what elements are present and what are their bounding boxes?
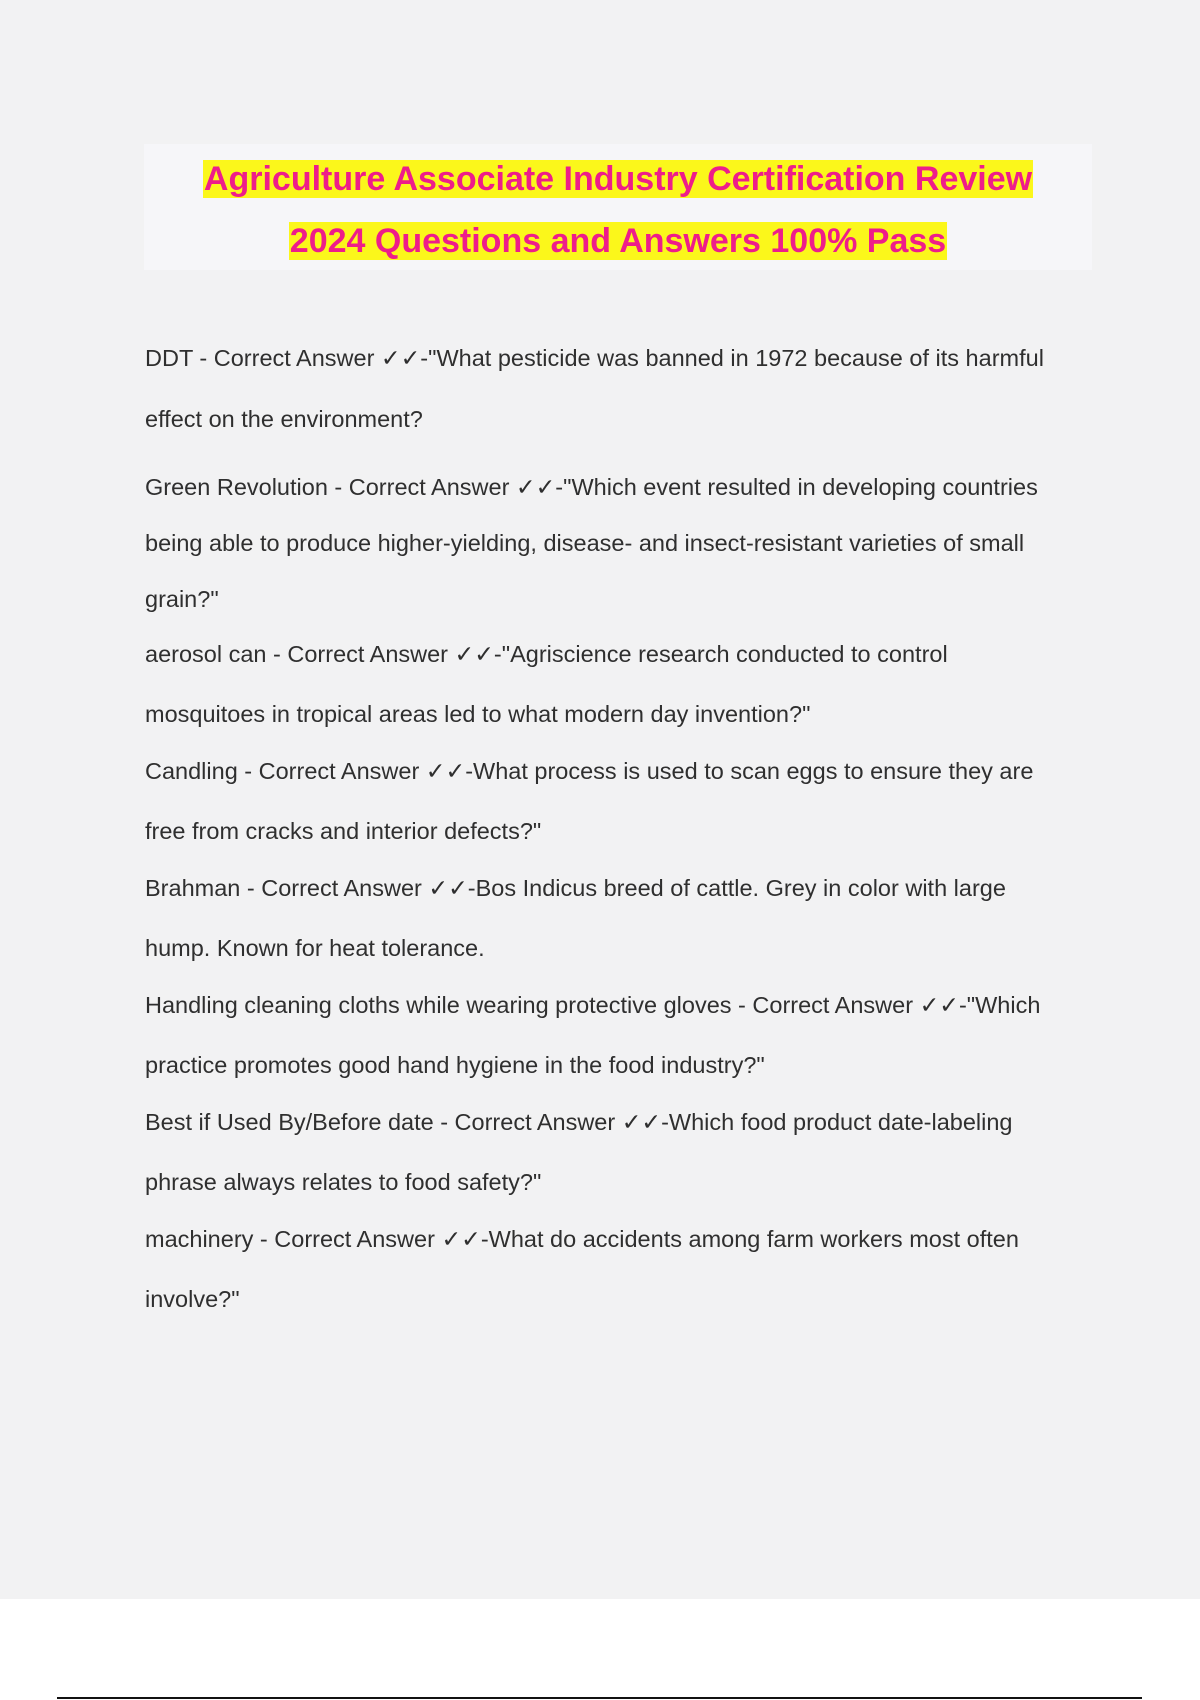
qa-line: hump. Known for heat tolerance. xyxy=(145,935,485,961)
title-line-2: 2024 Questions and Answers 100% Pass xyxy=(289,222,947,260)
title-line-1: Agriculture Associate Industry Certification Review xyxy=(203,160,1033,198)
qa-list xyxy=(145,328,1085,1329)
document-title xyxy=(144,144,1092,270)
qa-line: Handling cleaning cloths while wearing protective gloves - Correct Answer ✓✓-"Which xyxy=(145,992,1041,1018)
qa-line: DDT - Correct Answer ✓✓-"What pesticide was banned in 1972 because of its harmful xyxy=(145,345,1044,371)
qa-entry-brahman xyxy=(145,858,1085,978)
footer-divider xyxy=(57,1697,1142,1699)
qa-entry-hand-hygiene xyxy=(145,975,1085,1095)
qa-entry-candling xyxy=(145,741,1085,861)
qa-line: Brahman - Correct Answer ✓✓-Bos Indicus breed of cattle. Grey in color with large xyxy=(145,875,1006,901)
qa-line: aerosol can - Correct Answer ✓✓-"Agriscience research conducted to control xyxy=(145,641,948,667)
qa-line: phrase always relates to food safety?" xyxy=(145,1169,542,1195)
qa-line: Candling - Correct Answer ✓✓-What process is used to scan eggs to ensure they are xyxy=(145,758,1034,784)
qa-line: effect on the environment? xyxy=(145,405,423,432)
qa-line: involve?" xyxy=(145,1286,240,1312)
qa-line: practice promotes good hand hygiene in the food industry?" xyxy=(145,1052,765,1078)
qa-entry-best-if-used-by xyxy=(145,1092,1085,1212)
qa-entry-green-revolution xyxy=(145,459,1085,627)
qa-line: mosquitoes in tropical areas led to what modern day invention?" xyxy=(145,701,811,727)
qa-entry-machinery xyxy=(145,1209,1085,1329)
qa-line: Green Revolution - Correct Answer ✓✓-"Which event resulted in developing countries xyxy=(145,474,1038,500)
qa-line: free from cracks and interior defects?" xyxy=(145,818,542,844)
qa-line: machinery - Correct Answer ✓✓-What do accidents among farm workers most often xyxy=(145,1226,1019,1252)
qa-line: being able to produce higher-yielding, disease- and insect-resistant varieties of small xyxy=(145,530,1025,556)
qa-entry-ddt xyxy=(145,328,1085,449)
qa-line: Best if Used By/Before date - Correct Answer ✓✓-Which food product date-labeling xyxy=(145,1109,1013,1135)
qa-line: grain?" xyxy=(145,586,219,612)
qa-entry-aerosol-can xyxy=(145,624,1085,744)
